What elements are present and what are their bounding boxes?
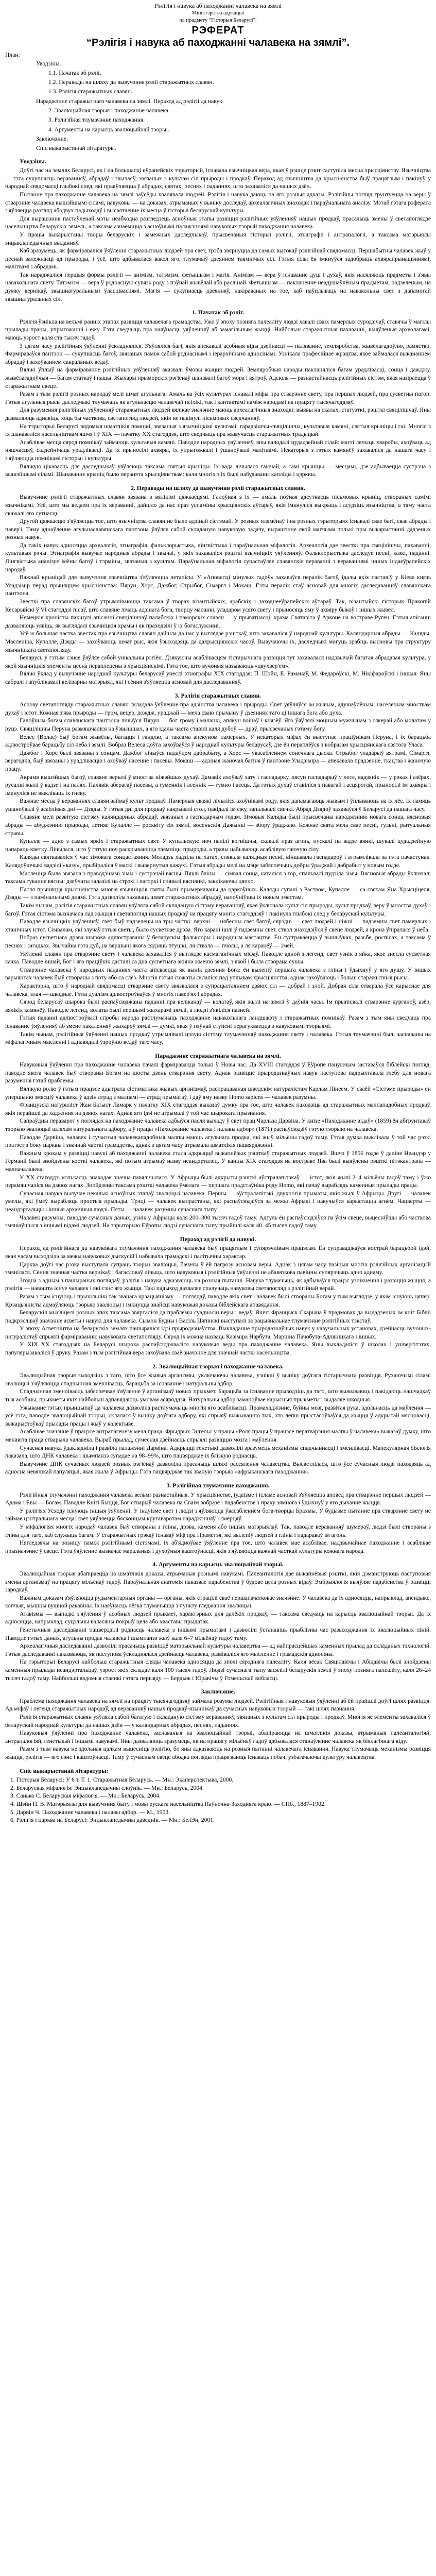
bibliography — [5, 1767, 431, 1824]
paragraph: Вялікі ўклад у вывучэнне народнай культуры беларусаў унеслі этнографы ХІХ стагоддзя: П. Шэйн, Е. Раманаў, М. Федароўскі, М. Нікіфароўскі і іншыя. Яны сабралі і апублікавалі велізарны матэрыял, які і сёння з'яўляецца асновай для даследаванняў. — [5, 670, 431, 685]
section — [5, 1688, 431, 1765]
section — [5, 1052, 431, 1233]
paragraph: Разам з тым рэлігіі розных народаў мелі шмат агульнага. Амаль ва ўсіх культурах існавалі міфы пра стварэнне свету, пра першых людзей, пра сусветны патоп. Гэтыя агульныя рысы даследчыкі тлумачаць як агульнасцю чалавечай псіхікі, так і кантактамі паміж народамі на працягу тысячагоддзяў. — [5, 391, 431, 405]
section-heading: 2. Перавады на шляху да вывучэння рэліі старажытных славян. — [131, 484, 305, 492]
paragraph: Атавізмы — выпадкі з'яўлення ў асобных людзей прыкмет, характэрных для далёкіх продкаў, — таксама сведчаць на карысць эвалюцыйнай тэорыі. Да іх адносяцца, напрыклад, суцэльны валасяны покрыў цела або хваставы прыдатак. — [5, 1610, 431, 1625]
paragraph: Асаблівае месца сярод помнікаў займаюць культавыя камяні. Паводле народных уяўленняў, яны валодалі цудадзейнай сілай: маглі лячыць хваробы, ахоўваць ад няшчасцяў, садзейнічаць урадлівасці. Да іх прыносілі ахвяры, іх упрыгожвалі і ўшаноўвалі малітвамі. Некаторыя з гэтых камянёў захаваліся да нашага часу і з'яўляюцца помнікамі гісторыі і культуры. — [5, 438, 431, 462]
paragraph: Славяне мелі развітую сістэму каляндарных абрадаў, звязаных з гаспадарчым годам. Зімовыя Каляды былі прысвечаны нараджэнню новага сонца, вясновыя абрады — абуджэнню прыроды, летняе Купалле — росквіту сіл зямлі, восеньскія Дажынкі — збору ўраджаю. Кожнае свята мела свае песні, гульні, рытуальныя стравы. — [5, 814, 431, 837]
paragraph: Усё ж большая частка звестак пра язычніцтва славян дайшла да нас у выглядзе рэшткаў, што захаваліся ў народнай культуры. Каляндарныя абрады — Каляды, Масленіца, Купалле, Дзяды — захоўваюць шмат рыс, якія ўзыходзяць да дахрысціянскіх часоў. Вывучаючы іх, даследчыкі могуць зрабіць высновы пра структуру язычніцкага светапогляду. — [5, 630, 431, 653]
section-heading: 4. Аргументы на карысць эвалюцыйнай тэорыі. — [152, 1561, 284, 1568]
toc-item: Заключэнне. — [36, 135, 68, 142]
paragraph: У ХХ стагоддзі колькасць знаходак значна павялічылася. У Афрыцы былі адкрыты рэшткі аўстралапітэкаў — істот, якія жылі 2–4 мільёны гадоў таму і ўжо перамяшчаліся на дзвюх нагах. Знойдзены таксама рэшткі чалавека ўмелага — першага прадстаўніка роду Homo, які пачаў выраблядь каменныя прылады працы. — [5, 1174, 431, 1189]
paragraph: Згодна з адным з пашыраных поглядаў, рэлігія і навука адказваюць на розныя пытанні. Навука тлумачыць, як адбываўся працэс узнікнення і развіцця жыцця, а рэлігія — навошта існуе чалавек і які сэнс яго жыцця. Такі падыход дазваляе спалучаць навуковы светапогляд з рэлігійнай верай. — [5, 1277, 431, 1292]
toc-item: 1.1. Пачатак эб рэліг. — [48, 69, 101, 76]
paragraph: Дажбог і Хорс былі звязаны з сонцам. Дажбог лічыўся падаўцом дабрабыту, а Хорс — увасабленнем сонечнага дыска. Стрыбог уладарыў вятрамі, Сімаргл, верагодна, быў звязаны з урадлівасцю і ахоўваў насенне і пасевы. Мокаш — адзіная жаночая багіня ў пантэоне Уладзіміра — апекавала прадзенне, ткацтва і жаночую працу. — [5, 749, 431, 772]
paragraph: Ужыванне гэтых прынцыпаў да чалавека дазволіла растлумачыць многія яго асаблівасці. Прамахаджэнне, буйны мозг, развітая рука, здольнасць да маўлення — усё гэта, паводле эвалюцыйнай тэорыі, склалася ў выніку доўгага адбору, які спрыяў выжыванню тых, хто лепш прыстасоўваўся да жыцця ў адкрытай мясцовасці, выкарыстоўваў прылады працы і жыў у калектыве. — [5, 1404, 431, 1427]
toc-item: Спіс выкарыстанай літаратуры. — [36, 145, 116, 152]
paragraph: Велес (Волас) быў богам жывёлы, багацця і гандлю, а таксама апекуном памерлых. У некаторых міфах ён выступае праціўнікам Перуна, і іх барацьба адлюстроўвае барацьбу сіл неба і зямлі. Вобраз Велеса доўга захоўваўся ў народнай культуры беларусаў, дзе ён пераплёўся з вобразам хрысціянскага святога Уласа. — [5, 733, 431, 749]
paragraph: Сярод беларусаў шырока былі распаўсюджаны паданні пра веліканаў — волатаў, якія жылі на зямлі ў даўнія часы. Ім прыпісвалі стварэнне курганоў, азёр, вялікіх камянёў. Паводле легенд, волаты былі першымі жыхарамі зямлі, а людзі з'явіліся пазней. — [5, 998, 431, 1013]
paragraph: У працы выкарыстаны творы беларускіх і замежных даследчыкаў, прысвечаныя гісторыі рэлігіі, этнаграфіі і антрапалогіі, а таксама матэрыялы энцыклапедычных выданняў. — [5, 231, 431, 246]
section-heading: Уводзіны. — [20, 158, 46, 165]
toc-item: Уводзіны. — [36, 60, 61, 67]
paragraph: Аснову светапогляду старажытных славян складала ўяўленне пра адзінства чалавека і прыроды. Свет уяўляўся ім жывым, адушаўлёным, населеным мноствам духаў і істот. Кожная з'ява прыроды — гром, вецер, дождж, ураджай — мела сваю прычыну ў дзеяннях таго ці іншага бога або духа. — [5, 701, 431, 716]
bibliography-item: 1. Гісторыя Беларусі: У 6 т. Т. 1. Старажытная Беларусь. — Мн.: Экаперспектыва, 2000. — [10, 1776, 234, 1784]
paragraph: Для разумення рэлігійных уяўленняў старажытных людзей вялікае значэнне маюць археалагічныя знаходкі: выявы на скалах, статуэткі, рэшткі свяцілішчаў. Яны дазваляюць аднавіць, хоць бы часткова, светапогляд людзей, якія не пакінулі пісьмовых сведчанняў. — [5, 406, 431, 421]
paragraph: Характэрна, што ў народнай свядомасці стварэнне свету звязвалася з супрацьстаяннем дзвюх сіл — добрай і злой. Добрая сіла стварала ўсё карыснае для чалавека, злая — шкоднае. Гэты дуалізм адлюстроўваўся ў многіх павер'ях і абрадах. — [5, 982, 431, 997]
paragraph: На тэрыторыі Беларусі найбольш старажытныя сляды чалавека адносяцца да эпохі сярэдняга палеаліту. Каля вёсак Свяцілавічы і Абідавічы былі знойдзены каменныя прылады неандэртальцаў, узрост якіх складае каля 100 тысяч гадоў. Людзі сучаснага тыпу засялілі беларускія землі ў эпоху позняга палеаліту, каля 26–24 тысяч гадоў таму. Найбольш вядомыя стаянкі гэтага перыяду — Бердыж і Юравічы ў Гомельскай вобласці. — [5, 1658, 431, 1682]
section-heading: Заключэнне. — [201, 1688, 235, 1696]
paragraph: Звесткі пра славянскіх багоў утрымліваюцца таксама ў творах візантыйскіх, арабскіх і заходнееўрапейскіх аўтараў. Так, візантыйскі гісторык Пракопій Кесарыйскі ў VI стагоддзі пісаў, што славяне лічаць адзінага бога, творцу маланкі, уладаром усяго свету і прыносяць яму ў ахвяру быкоў і іншых жывёл. — [5, 598, 431, 613]
paragraph: Пасля прыняцця хрысціянства многія язычніцкія святы былі прымеркаваны да царкоўных. Каляды супалі з Раством, Купалле — са святам Яна Хрысціцеля, Дзяды — з памінальнымі днямі. Гэта дазволіла захаваць шмат старажытных абрадаў, напоўніўшы іх новым зместам. — [5, 886, 431, 901]
paragraph: Уяўленні славян пра стварэнне свету і чалавека захаваліся ў выглядзе касмаганічных міфаў. Паводле адной з легенд, свет узнік з яйка, якое знесла сусветная качка. Паводле іншай, Бог і яго праціўнік дасталі са дна сусветнага акіяна жменю зямлі, з якой і была створана сушы. — [5, 950, 431, 965]
paragraph: Разам з тым існуюць і прыхільнікі так званага крэацыянізму — поглядаў, паводле якіх свет і чалавек былі створаны Богам у тым выглядзе, у якім існуюць цяпер. Крэацыяністы адмаўляюць тэорыю эвалюцыі і імкнуцца знайсці навуковыя доказы біблейскага апавядання. — [5, 1293, 431, 1308]
paragraph: Для вырашэння пастаўленай мэты неабходна разгледзець асноўныя этапы развіцця рэлігійных уяўленняў нашых продкаў, прасачыць змены ў светапоглядзе насельніцтва беларускіх зямель, а таксама азнаёміцца з асноўнымі палажэннямі навуковых тэорый паходжання чалавека. — [5, 215, 431, 230]
paragraph: Доўгі час на землях Беларусі, як і на большасці еўрапейскіх тэрыторый, існавала язычніцкая вера, якая ў рэшце рэшт саступіла месца хрысціянству. Язычніцтва — гэта сукупнасць вераванняў, абрадаў і звычаяў, звязаных з культам сіл прыроды і продкаў. Пераход ад язычніцтва да хрысціянства быў працяглым і пакінуў у народнай свядомасці глыбокі след, які праяўляецца ў абрадах, святах, песнях і паданнях, што захаваліся да нашых дзён. — [5, 167, 431, 190]
paragraph: У ХІХ–ХХ стагоддзях на Беларусі шырока распаўсюджваліся навуковыя веды пра паходжанне чалавека. Яны выкладаліся ў школах і універсітэтах, папулярызаваліся ў друку. Разам з тым рэлігійная вера захоўвала сваё значэнне для значнай часткі насельніцтва. — [5, 1341, 431, 1357]
paragraph: Навуковыя ўяўленні пра паходжанне чалавека, заснаваныя на эвалюцыйнай тэорыі, абапіраюцца на шматлікія доказы, атрыманыя палеанталогіяй, антрапалогіяй, генетыкай і іншымі навукамі. Яны дазваляюць зразумець, як на працягу мільёнаў гадоў адбывалася станаўленне чалавека як біялагічнага віду. — [5, 1730, 431, 1744]
table-of-contents — [5, 51, 431, 154]
paragraph: Царква доўгі час рэзка выступала супраць тэорыі эвалюцыі, бачачы ў ёй пагрозу асновам веры. Аднак з цягам часу пазіцыя многіх рэлігійных арганізацый змянілася. Сёння значная частка вернікаў і багасловаў лічыць, што навуковыя і рэлігійныя ўяўленні не абавязкова павінны супярэчыць адно аднаму. — [5, 1261, 431, 1276]
toc-item: 4. Аргументы на карысць эвалюцыйнай тэорыі. — [48, 126, 170, 133]
paragraph: Важным доказам з'яўляюцца рудыментарныя органы — органы, якія страцілі сваё першапачатковае значэнне. У чалавека да іх адносяцца, напрыклад, апендыкс, копчык, мышцы вушной ракавіны. Іх наяўнасць лёгка тлумачыцца з пункту гледжання эвалюцыі. — [5, 1594, 431, 1609]
section-heading: 2. Эвалюцыйная тэорыя і паходжанне чалавека. — [152, 1363, 284, 1370]
section — [5, 158, 431, 307]
toc-item: 1.3. Рэлігія старажытных славян. — [48, 88, 132, 95]
paragraph: Сучасная навука ўдакладніла і развіла палажэнні Дарвіна. Адкрыцці генетыкі дазволілі зразумець механізмы спадчыннасці і зменлівасці. Малекулярная біялогія паказала, што ДНК чалавека і шымпанзэ супадае на 98–99%, што пацвярджае іх блізкую роднасць. — [5, 1444, 431, 1460]
bibliography-item: 5. Дарвін Ч. Паходжанне чалавека і палавы адбор. — М., 1953. — [10, 1808, 170, 1816]
paragraph: На тэрыторыі Беларусі вядомыя шматлікія помнікі, звязаныя з язычніцкімі культамі: гарадзішчы-свяцілішчы, культавыя камяні, святыя крыніцы і гаі. Многія з іх шанаваліся насельніцтвам яшчэ і ў ХІХ — пачатку ХХ стагоддзя, што сведчыць пра жывучасць старажытных традыцый. — [5, 422, 431, 438]
bibliography-item: 4. Шэйн П. В. Матэрыялы для вывучэння быту і мовы рускага насельніцтва Паўночна-Заходняга краю. — СПб., 1887–1902. — [10, 1800, 326, 1807]
paragraph: У міфалогіях многіх народаў чалавек быў створаны з гліны, дрэва, каменя або іншых матэрыялаў. Так, паводле вераванняў шумераў, людзі былі створаны з гліны для таго, каб служыць багам. У старажытных грэкаў існаваў міф пра Праметэя, які вылепіў людзей з гліны і падараваў ім агонь. — [5, 1523, 431, 1538]
paragraph: Вялікую ролю ў гэтым працэсе адыграла сістэматыка жывых арганізмаў, распрацаваная шведскім натуралістам Карлам Лінеем. У сваёй «Сістэме прыроды» ён упершыню змясціў чалавека ў адзін атрад з малпамі — атрад прыматаў, і даў яму назву Homo sapiens — чалавек разумны. — [5, 1086, 431, 1100]
paragraph: Эвалюцыйная тэорыя абапіраецца на шматлікія доказы, атрыманыя рознымі навукамі. Палеанталогія дае выкапнёвыя рэшткі, якія дэманструюць паступовыя змены арганізмаў на працягу мільёнаў гадоў. Параўнальная анатомія паказвае падабенства ў будове цела розных відаў. Эмбрыялогія выяўляе падабенства ў развіцці зародкаў. — [5, 1570, 431, 1594]
bibliography-title: Спіс выкарыстанай літаратуры: — [20, 1767, 109, 1774]
toc-item: Нараджэнне старажытнаго чалавека на зямлі. Пераход ад рэлігіі да навук. — [36, 97, 224, 105]
paragraph: Вывучэнне ДНК сучасных людзей розных рэгіёнаў дазволіла прасачыць шляхі рассялення чалавецтва. Высветлілася, што ўсе сучасныя людзі паходзяць ад адносна невялікай папуляцыі, якая жыла ў Афрыцы. Гэта пацвярджае так званую тэорыю «афрыканскага паходжання». — [5, 1460, 431, 1476]
section — [5, 1235, 431, 1361]
paragraph: Паводле Дарвіна, чалавек і сучасныя чалавекападобныя малпы маюць агульнага продка, які жыў мільёны гадоў таму. Гэтая думка выклікала ў той час рэзкі пратэст з боку царквы і значнай часткі грамадства, аднак з цягам часу атрымала шматлікія пацвярджэнні. — [5, 1133, 431, 1149]
paragraph: Беларускія мысліцелі розных эпох таксама звярталіся да праблемы суадносін веры і ведаў. Яшчэ Францыск Скарына ў прадмовах да выдадзеных ім кніг Бібліі падкрэсліваў значэнне асветы і навукі для чалавека. Сымон Будны і Васіль Цяпінскі выступалі за рацыянальнае тлумачэнне рэлігійных тэкстаў. — [5, 1309, 431, 1324]
paragraph: У рэлігіях Усходу існуюць іншыя ўяўленні. У індуізме свет і людзі з'яўляюцца ўвасабленнем бога-творцы Брахмы. У будызме пытанне пра стварэнне свету не займае цэнтральнага месца: свет уяўляецца бясконцым кругаваротам нараджэнняў і смерцяў. — [5, 1507, 431, 1522]
section — [5, 1561, 431, 1686]
toc-item: 3. Рэлігійная тлумачэнне паходжання. — [48, 116, 145, 124]
paragraph: Такім чынам, рэлігійныя ўяўленні нашых продкаў утрымлівалі цэлую сістэму тлумачэнняў паходжання свету і чалавека. Гэтыя тлумачэнні былі заснаваны на міфалагічным мысленні і адпавядалі ўзроўню ведаў таго часу. — [5, 1030, 431, 1046]
document-body — [5, 158, 431, 1765]
paragraph: Генетычныя даследаванні пацвердзілі роднасць чалавека з іншымі прыматамі і дазволілі ўстанавіць прыблізны час разыходжання іх эвалюцыйных ліній. Паводле гэтых даных, агульны продак чалавека і шымпанзэ жыў каля 6–7 мільёнаў гадоў таму. — [5, 1626, 431, 1641]
section — [5, 1363, 431, 1480]
section — [5, 309, 431, 482]
page-title: Рэлігія і навука аб паходжанні чалавека на зямлі — [154, 2, 282, 9]
paragraph: Другой цяжкасцю з'яўляецца тое, што язычніцтва славян не было адзінай сістэмай. У розных плямёнаў і на розных тэрыторыях існавалі свае багі, свае абрады і павер'і. Таму аднаўленне агульнаславянскага пантэона ўяўляе сабой складаную навуковую задачу, вырашэнне якой магчыма толькі пры выкарыстанні дадзеных розных навук. — [5, 518, 431, 541]
ministry-line: Міністэрства адукацыі — [191, 10, 245, 16]
bibliography-item: 2. Беларуская міфалогія: Энцыклапедычны слоўнік. — Мн.: Беларусь, 2004. — [10, 1784, 204, 1791]
paragraph: Вялікі ўплыў на фарміраванне рэлігійных уяўленняў аказвалі ўмовы жыцця людзей. Земляробчыя народы пакланяліся багам урадлівасці, сонца і дажджу, жывёлагадоўчыя — багам статкаў і пашы. Жыхары прыморскіх рэгіёнаў шанавалі багоў мора і вятроў. Адсюль — разнастайнасць рэлігійных сістэм, якая назіраецца ў старажытным свеце. — [5, 366, 431, 389]
paragraph: Каб зразумець, як фарміраваліся ўяўленні старажытных людзей пра свет, трэба звярнуцца да самых вытокаў рэлігійнай свядомасці. Першабытны чалавек жыў у цеснай залежнасці ад прыроды, і ўсё, што адбывалася вакол яго, тлумачыў дзеяннем таямнічых сіл. Гэтыя сілы ён імкнуўся задобрыць ахвярапрынашэннямі, малітвамі і абрадамі. — [5, 247, 431, 270]
paragraph: Масленіца была звязана з праводзінамі зімы і сустрэчай вясны. Пяклі бліны — сімвал сонца, каталіся з гор, спальвалі пудзіла зімы. Вясновыя абрады ўключалі таксама гуканне вясны: дзяўчаты залазілі на стрэхі і пагоркі і спявалі вяснянкі, заклікаючы цяпло. — [5, 870, 431, 885]
paragraph: Так нараджаліся першыя формы рэлігіі — анімізм, татэмізм, фетышызм і магія. Анімізм — вера ў існаванне душ і духаў, якія насяляюць прадметы і з'явы навакольнага свету. Татэмізм — вера ў роднасную сувязь роду з пэўнай жывёлай або раслінай. Фетышызм — пакланенне неадушаўлёным прадметам, надзеленым, на думку вернікаў, звышнатуральнымі ўласцівасцямі. Магія — сукупнасць дзеянняў, накіраваных на тое, каб паўплываць на навакольны свет з дапамогай звышнатуральных сіл. — [5, 271, 431, 302]
paragraph: Галоўным богам славянскага пантэона лічыўся Пярун — бог грому і маланкі, апякун воінаў і князёў. Яго ўяўлялі моцным мужчынам з сякерай або молатам у руцэ. Свяцілішчы Перуна размяшчаліся на ўзвышшах, а яго ідалы часта ставілі каля дубоў — дрэў, прысвечаных гэтаму богу. — [5, 717, 431, 732]
document-type: РЭФЕРАТ — [191, 25, 245, 36]
paragraph: Каляды святкаваліся ў час зімовага сонцастаяння. Моладзь хадзіла па хатах, спявала калядныя песні, віншавала гаспадароў і атрымлівала за гэта пачастунак. Калядоўшчыкі вадзілі «казу», прыбіраліся ў маскі і вывернутыя кажухі. Гэтыя абрады мелі на мэце забяспечыць добры ўраджай і дабрабыт у новым годзе. — [5, 854, 431, 869]
section-heading: 1. Пачатак эб рэліг. — [192, 309, 244, 316]
paragraph: Французскі натураліст Жан Батыст Ламарк у пачатку ХІХ стагоддзя выказаў думку пра тое, што чалавек паходзіць ад старажытных малпападобных продкаў, якія перайшлі да хаджэння на дзвюх нагах. Аднак яго ідэі не атрымалі ў той час шырокага прызнання. — [5, 1101, 431, 1116]
paragraph: Праблема паходжання чалавека на зямлі на працягу тысячагоддзяў займала розумы людзей. Рэлігійныя і навуковыя ўяўленні аб ёй прайшлі доўгі шлях развіцця. Ад міфаў і легенд старажытных народаў, ад вераванняў нашых продкаў-язычнікаў да сучасных навуковых тэорый — такі шлях пазнання. — [5, 1697, 431, 1713]
paragraph: Чалавек разумны, паводле сучасных даных, узнік у Афрыцы каля 200–300 тысяч гадоў таму. Адтуль ён распаўсюдзіўся па ўсім свеце, выцесніўшы або часткова змяшаўшыся з іншымі відамі людзей. На тэрыторыю Еўропы людзі сучаснага тыпу прыйшлі каля 40–45 тысяч гадоў таму. — [5, 1214, 431, 1229]
section-heading: Нараджэнне старажытнага чалавека на зямлі. — [155, 1052, 281, 1059]
paragraph: Нямецкія хроністы пакінулі апісанні свяцілішчаў палабскіх і паморскіх славян — у прыватнасці, храма Святавіта ў Арконе на востраве Руген. Гэтыя апісанні дазваляюць уявіць, як выглядалі язычніцкія храмы і як праходзілі ў іх богаслужэнні. — [5, 614, 431, 629]
section-heading: 3. Рэлігійная тлумачэнне паходжання. — [166, 1482, 270, 1489]
paragraph: Да такіх навук адносяцца археалогія, этнаграфія, фальклорыстыка, лінгвістыка і параўнальная міфалогія. Археалогія дае звесткі пра свяцілішчы, пахаванні, культавыя рэчы. Этнаграфія вывучае народныя абрады і звычаі, у якіх захаваліся рэшткі язычніцкіх уяўленняў. Фальклорыстыка даследуе песні, казкі, паданні. Лінгвістыка аналізуе імёны багоў і тэрміны, звязаныя з культам. Параўнальная міфалогія супастаўляе славянскія вераванні з вераваннямі іншых індаеўрапейскіх народаў. — [5, 541, 431, 573]
paragraph: Важнай крыніцай для вывучэння язычніцтва з'яўляюцца летапісы. У «Аповесці мінулых гадоў» захаваўся пералік багоў, ідалы якіх паставіў у Кіеве князь Уладзімір перад прыняццем хрысціянства: Пярун, Хорс, Дажбог, Стрыбог, Сімаргл і Мокаш. Гэты пералік стаў асновай для многіх даследаванняў славянскага пантэона. — [5, 574, 431, 597]
paragraph: Акрамя вышэйшых багоў, славяне верылі ў мноства ніжэйшых духаў. Дамавік ахоўваў хату і гаспадарку, лясун гаспадарыў у лесе, вадзянік — у рэках і азёрах, русалкі жылі ў вадзе і на палях. Палявік аберагаў пасевы, а гуменнік і асеннік — гумно і асець. Да гэтых духаў ставіліся з павагай і асцярогай, прыносілі ім ахвяры і імкнуліся не выклікаць іх гневу. — [5, 773, 431, 796]
toc-list — [5, 59, 431, 154]
paragraph: Рэлігія ўзнікла на вельмі ранніх этапах развіцця чалавечага грамадства. Ужо ў эпоху позняга палеаліту людзі хавалі сваіх памерлых суродзічаў, ставячы ў магілы прылады працы, упрыгожанні і ежу. Гэта сведчыць пра наяўнасць уяўленняў аб замагільным жыцці. Найбольш старажытныя пахаванні, выяўленыя археолагамі, маюць узрост каля ста тысяч гадоў. — [5, 318, 431, 342]
paragraph: Разам з тым навука не здольная цалкам выцесніць рэлігію, бо яны адказваюць на розныя пытанні чалавечага існавання. Навука тлумачыць механізмы развіцця жыцця, рэлігія — яго сэнс і каштоўнасці. Таму ў сучасным свеце абодва погляды працягваюць існаваць побач, узбагачаючы культуру чалавецтва. — [5, 1745, 431, 1760]
paragraph: Сучасная навука вылучае некалькі асноўных этапаў эвалюцыі чалавека. Першы — аўстралапітэкі, двухногія прыматы, якія жылі ў Афрыцы. Другі — чалавек умелы, які ўмеў вырабляць простыя прылады. Трэці — чалавек выпрастаны, які распаўсюдзіўся за межы Афрыкі і навучыўся карыстацца агнём. Чацвёрты — неандэртальцы і іншыя архаічныя людзі. Пяты — чалавек разумны сучаснага тыпу. — [5, 1190, 431, 1213]
paragraph: Беларусь у гэтым сэнсе ўяўляе сабой унікальны рэгіён. Дзякуючы асаблівасцям гістарычнага развіцця тут захавалася надзвычай багатая абрадавая культура, у якой язычніцкія элементы цесна пераплецены з хрысціянскімі. Гэта тое, што вучоныя называюць «двухвер'ем». — [5, 654, 431, 669]
paragraph: Эвалюцыйная тэорыя зыходзіць з таго, што ўсе жывыя арганізмы, уключаючы чалавека, узніклі ў выніку доўгага гістарычнага развіцця. Рухаючымі сіламі эвалюцыі з'яўляюцца спадчынная зменлівасць, барацьба за існаванне і натуральны адбор. — [5, 1372, 431, 1387]
paragraph: Нягледзячы на розніцу паміж рэлігійнымі сістэмамі, іх аб'ядноўвае ўяўленне пра тое, што чалавек мае асаблівае, надзвычайнае паходжанне і асаблівае прызначэнне ў свеце. Гэта ўяўленне вызначае маральныя і духоўныя каштоўнасці, якія з'яўляюцца важнай часткай культуры кожнага народа. — [5, 1539, 431, 1554]
paragraph: Такім чынам, рэлігія старажытных славян уяўляла сабой складаную сістэму вераванняў, якая ўключала культ сіл прыроды, культ продкаў, веру ў мноства духаў і багоў. Гэтая сістэма вызначала лад жыцця і светапогляд нашых продкаў на працягу многіх стагоддзяў і пакінула глыбокі след у беларускай культуры. — [5, 902, 431, 917]
document-title: “Рэлігія і навука аб паходжанні чалавека на зямлі”. — [86, 37, 350, 48]
paragraph: У эпоху Асветніцтва на беларускіх землях пашыраліся ідэі прыродазнаўства. Выкладанне прыродазнаўчых навук у навучальных установах, дзейнасць вучоных-натуралістаў спрыялі фарміраванню навуковага светапогляду. Сярод іх можна назваць Казіміра Нарбута, Марціна Пачобута-Адляніцкага і іншых. — [5, 1325, 431, 1340]
paragraph: Рэлігія старажытных славян уяўляла сабой багатую і складаную сістэму вераванняў, звязаных з культам сіл прыроды і продкаў. Многія яе элементы захаваліся ў беларускай народнай культуры да нашых дзён — у каляндарных абрадах, песнях, паданнях. — [5, 1714, 431, 1728]
section — [5, 484, 431, 690]
paragraph: Спадчынная зменлівасць забяспечвае з'яўленне ў арганізмаў новых прыкмет. Барацьба за існаванне прыводзіць да таго, што выжываюць і пакідаюць нашчадкаў тыя асобіны, прыкметы якіх найбольш адпавядаюць умовам асяроддзя. Натуральны адбор замацоўвае карысныя прыкметы і выдаляе шкодныя. — [5, 1388, 431, 1403]
paragraph: Купалле — адно з самых яркіх і старажытных свят. У купальскую ноч палілі вогнішчы, скакалі праз агонь, пускалі па вадзе вянкі, шукалі цудадзейную папараць-кветку. Лічылася, што ў гэтую ноч раскрываюцца таямніцы прыроды, а травы набываюць асаблівую гаючую сілу. — [5, 838, 431, 853]
paragraph: Стварэнне чалавека ў народных паданнях часта апісваецца як вынік дзеяння Бога: ён вылепіў першага чалавека з гліны і ўдыхнуў у яго душу. У іншых варыянтах чалавек быў створаны з поту або са слёз. Многія гэтыя сюжэты склаліся пад уплывам хрысціянства, аднак захоўваюць і больш старажытныя рысы. — [5, 966, 431, 981]
section — [5, 692, 431, 1050]
section-heading: 3. Рэлігія старажытных славян. — [175, 692, 261, 699]
paragraph: Сапраўдны пераварот у поглядах на паходжанне чалавека адбыўся пасля выхаду ў свет прац Чарльза Дарвіна. У кнізе «Паходжанне відаў» (1859) ён абгрунтаваў тэорыю эвалюцыі шляхам натуральнага адбору, а ў працы «Паходжанне чалавека і палавы адбор» (1871) распаўсюдзіў гэтую тэорыю на чалавека. — [5, 1117, 431, 1133]
section-heading: Пераход ад рэлігіі да навукі. — [180, 1235, 256, 1243]
paragraph: Вобраз сусветнага дрэва шырока адлюстраваны ў беларускім фальклоры і народным мастацтве. Ён сустракаецца ў вышыўках, разьбе, роспісах, а таксама ў песнях і загадках. Звычайна гэта дуб, на вяршыні якога сядзяць птушкі, ля ствала — пчолы, а ля каранёў — змей. — [5, 934, 431, 949]
paragraph: Пераход ад рэлігійнага да навуковага тлумачэння паходжання чалавека быў працяглым і супярэчлівым працэсам. Ён суправаджаўся вострай барацьбой ідэй, якая часам выходзіла за межы навуковых дыскусій і набывала грамадскі і палітычны характар. — [5, 1245, 431, 1260]
paragraph: Гэтыя паданні адлюстроўвалі спробы народа растлумачыць паходжанне навакольнага ландшафту і старажытных помнікаў. Разам з тым яны сведчаць пра існаванне ўяўленняў аб змене пакаленняў жыхароў зямлі — думкі, якая ў пэўнай ступені перагукваецца з навуковымі тэорыямі. — [5, 1014, 431, 1029]
bibliography-list — [5, 1776, 431, 1824]
paragraph: Вывучэнне рэлігіі старажытных славян звязана з вялікімі цяжкасцямі. Галоўная з іх — амаль поўная адсутнасць пісьмовых крыніц, створаных самімі язычнікамі. Усё, што мы ведаем пра іх вераванні, дайшло да нас праз успаміны хрысціянскіх аўтараў, якія імкнуліся выкрыць і асудзіць язычніцтва, а таму часта скажалі яго сутнасць. — [5, 494, 431, 517]
paragraph: Важным крокам у развіцці навукі аб паходжанні чалавека стала адкрыццё выкапнёвых рэшткаў старажытных людзей. Яшчэ ў 1856 годзе ў даліне Неандэр у Германіі былі знойдзены косткі чалавека, які потым атрымаў назву неандэрталец. У канцы ХІХ стагоддзя на востраве Ява былі выяўлены рэшткі пітэкантрапа — малпачалавека. — [5, 1149, 431, 1173]
toc-item: 2. Эвалюцыйная тэорыя і паходжанне чалавека. — [48, 107, 170, 114]
paragraph: Асаблівае значэнне ў працэсе антрапагенезу мела праца. Фрыдрых Энгельс у працы «Роля працы ў працэсе ператварэння малпы ў чалавека» выказаў думку, што менавіта праца стварыла чалавека. Выраб прылад, сумесная дзейнасць спрыялі развіццю мозга і маўлення. — [5, 1428, 431, 1443]
bibliography-item: 6. Рэлігія і царква на Беларусі: Энцыклапедычны даведнік. — Мн.: БелЭн, 2001. — [10, 1817, 215, 1824]
paragraph: Важнае месца ў вераваннях славян займаў культ продкаў. Памерлыя сваякі лічыліся ахоўнікамі роду, якія дапамагаюць жывым і ўплываюць на іх лёс. Іх памяць ушаноўвалі ў асаблівыя дні — Дзяды. У гэтыя дні для продкаў накрывалі стол, пакідалі ім ежу, запальвалі свечкі. Абрад Дзядоў захаваўся ў Беларусі да нашага часу. — [5, 798, 431, 812]
toc-label: План: — [5, 52, 20, 58]
section — [5, 1482, 431, 1558]
paragraph: Пытанне пра паходжанне чалавека на зямлі заўсёды хвалявала людзей. Рэлігія і навука даюць на яго розныя адказы. Рэлігійны погляд грунтуецца на веры ў стварэнне чалавека вышэйшымі сіламі, навуковы — на доказах, атрыманых у выніку доследаў, археалагічных знаходак і параўнальнага аналізу. Мэтай гэтага рэферата з'яўляецца разгляд абодвух падыходаў і высвятленне іх месца ў гісторыі беларускай культуры. — [5, 191, 431, 214]
paragraph: Паводле язычніцкіх уяўленняў, свет быў падзелены на тры часткі: верхні — нябесны свет багоў, сярэдні — свет людзей і ніжні — падземны свет памерлых і хтанічных істот. Сімвалам, які злучаў гэтыя светы, было сусветнае дрэва. Яго карані ішлі ў падземны свет, ствол знаходзіўся ў свеце людзей, а крона ўпіралася ў неба. — [5, 918, 431, 933]
paragraph: Рэлігійныя тлумачэнні паходжання чалавека вельмі разнастайныя. У хрысціянстве, іудаізме і ісламе асновай з'яўляецца аповед пра стварэнне першых людзей — Адама і Евы — Богам. Паводле Кнігі Быцця, Бог стварыў чалавека па Сваім вобразе і падабенстве з праху зямнога і ўдыхнуў у яго дыханне жыцця. — [5, 1491, 431, 1506]
paragraph: Навуковыя ўяўленні пра паходжанне чалавека пачалі фарміравацца толькі ў Новы час. Да ХVІІІ стагоддзя ў Еўропе пануючым заставаўся біблейскі погляд, паводле якога чалавек быў створаны Богам на шосты дзень стварэння свету. Аднак развіццё прыродазнаўчых навук паступова падрыхтавала глебу для новага разумення гэтай праблемы. — [5, 1061, 431, 1084]
paragraph: Археалагічныя даследаванні дазволілі прасачыць развіццё матэрыяльнай культуры чалавецтва — ад найпрасцейшых каменных прылад да складаных тэхналогій. Гэтыя даследаванні паказваюць, як паступова ўскладнялася дзейнасць чалавека, развіваліся яго мысленне і грамадскія адносіны. — [5, 1642, 431, 1657]
paragraph: З цягам часу рэлігійныя ўяўленні ўскладняліся. З'яўляліся багі, якія апекавалі асобныя віды дзейнасці — паляванне, земляробства, жывёлагадоўлю, рамяство. Фарміраваўся пантэон — сукупнасць багоў, звязаных паміж сабой роднаснымі і іерархічнымі адносінамі. Узнікала прафесійнае жрэцтва, якое займалася выкананнем абрадаў і захоўваннем сакральных ведаў. — [5, 342, 431, 365]
subject-line: па прадмету "Гісторыя Беларусі". — [179, 18, 257, 23]
paragraph: Вялікую цікавасць для даследчыкаў уяўляюць таксама святыя крыніцы. Іх вада лічылася гаючай, а самі крыніцы — месцамі, дзе адбываецца сустрэча з вышэйшымі сіламі. Шанаванне крыніц было перанята хрысціянствам: каля многіх з іх былі пабудаваны капліцы і цэрквы. — [5, 463, 431, 478]
toc-item: 1.2. Перавады на шляху да вывучэння рэліі старажытных славян. — [48, 79, 214, 86]
bibliography-item: 3. Санько С. Беларуская міфалогія. — Мн.: Беларусь, 2004. — [10, 1792, 161, 1800]
